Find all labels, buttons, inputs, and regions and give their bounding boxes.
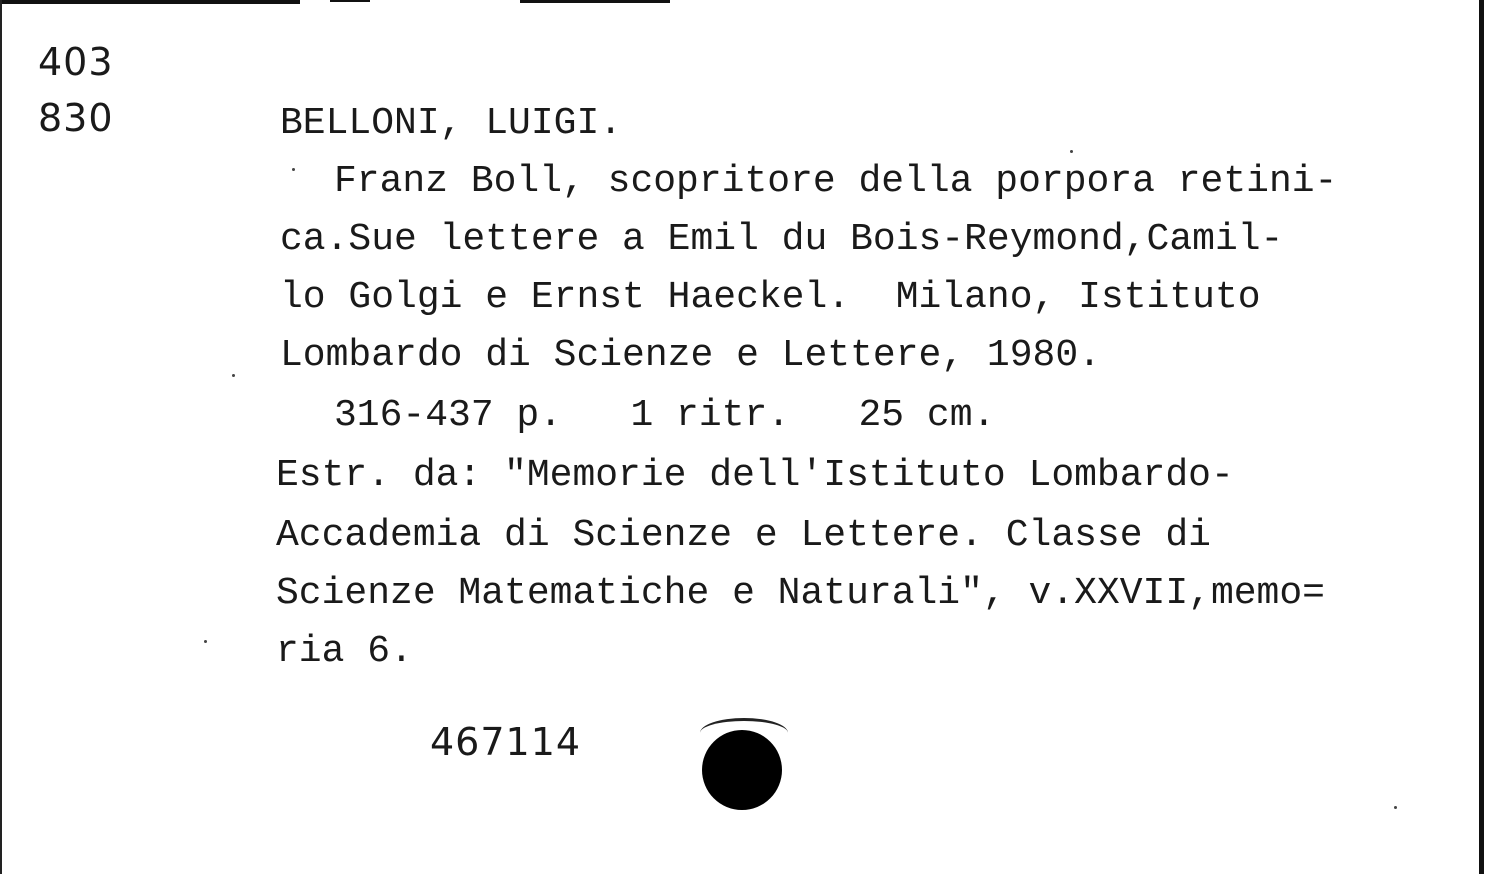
card-right-edge [1479, 0, 1484, 874]
speck [204, 640, 207, 643]
title-line-1: Franz Boll, scopritore della porpora retini- [334, 160, 1338, 203]
accession-number: 467114 [430, 720, 582, 764]
title-line-2: ca.Sue lettere a Emil du Bois-Reymond,Camil- [280, 218, 1284, 261]
card-top-edge-fragment [520, 0, 670, 3]
card-left-edge [0, 0, 2, 874]
speck [232, 374, 235, 377]
speck [1394, 806, 1397, 809]
card-top-edge [0, 0, 300, 4]
call-number-line-1: 403 [38, 40, 114, 84]
card-top-edge-fragment [330, 0, 370, 2]
author-heading: BELLONI, LUIGI. [280, 102, 623, 145]
title-line-3: lo Golgi e Ernst Haeckel. Milano, Istituto [280, 276, 1261, 319]
speck [292, 168, 295, 171]
punch-hole [702, 730, 782, 810]
note-line-4: ria 6. [276, 630, 413, 673]
note-line-1: Estr. da: "Memorie dell'Istituto Lombardo- [276, 454, 1234, 497]
collation-line: 316-437 p. 1 ritr. 25 cm. [334, 394, 996, 437]
note-line-3: Scienze Matematiche e Naturali", v.XXVII,memo= [276, 572, 1325, 615]
call-number-line-2: 830 [38, 96, 114, 140]
title-line-4: Lombardo di Scienze e Lettere, 1980. [280, 334, 1101, 377]
speck [1070, 150, 1073, 153]
note-line-2: Accademia di Scienze e Lettere. Classe di [276, 514, 1211, 557]
